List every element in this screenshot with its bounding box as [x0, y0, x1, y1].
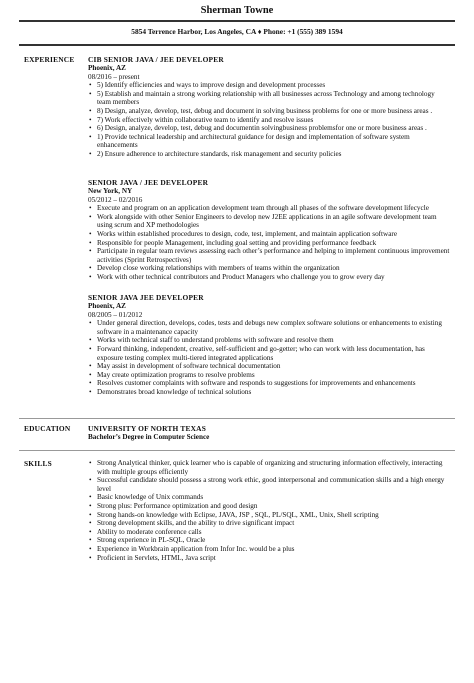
candidate-name: Sherman Towne: [200, 5, 274, 16]
job-title: SENIOR JAVA / JEE DEVELOPER: [88, 178, 209, 187]
job-dates: 08/2005 – 01/2012: [88, 310, 143, 319]
list-item: • May assist in development of software technical documentation: [88, 362, 450, 371]
header-divider: [19, 20, 455, 22]
list-item: • Strong hands-on knowledge with Eclipse, JAVA, JSP , SQL, PL/SQL, XML, Unix, Shell scripting: [88, 511, 450, 520]
job-entry: [88, 293, 450, 397]
job-bullet-list: [88, 204, 450, 281]
experience-heading: EXPERIENCE: [24, 55, 75, 64]
list-item: • Develop close working relationships with members of teams within the organization: [88, 264, 450, 273]
list-item: • 1) Provide technical leadership and architectural guidance for design and implementation of software system enhancements: [88, 133, 450, 150]
skills-entry: [88, 459, 450, 562]
list-item: • 5) Establish and maintain a strong working relationship with all businesses across Technology and among technology team members: [88, 90, 450, 107]
education-heading: EDUCATION: [24, 424, 71, 433]
list-item: • Strong plus: Performance optimization and good design: [88, 502, 450, 511]
list-item: • Successful candidate should possess a strong work ethic, good interpersonal and communication skills and a high energy level: [88, 476, 450, 493]
job-dates: 05/2012 – 02/2016: [88, 195, 143, 204]
list-item: • Proficient in Servlets, HTML, Java script: [88, 554, 450, 563]
list-item: • 6) Design, analyze, develop, test, debug and documentin solvingbusiness problemsfor one or more business areas .: [88, 124, 450, 133]
list-item: • Work with other technical contributors and Product Managers who challenge you to grow every day: [88, 273, 450, 282]
job-location: Phoenix, AZ: [88, 302, 126, 310]
list-item: • Under general direction, develops, codes, tests and debugs new complex software solutions or enhancements to existing software in a maintenance capacity: [88, 319, 450, 336]
list-item: • Strong experience in PL-SQL, Oracle: [88, 536, 450, 545]
degree: Bachelor’s Degree in Computer Science: [88, 433, 210, 441]
contact-divider: [19, 44, 455, 46]
list-item: • 2) Ensure adherence to architecture standards, risk management and security policies: [88, 150, 450, 159]
list-item: • Forward thinking, independent, creative, self-sufficient and go-getter; who can work with less documentation, has exposure testing complex multi-tiered integrated applications: [88, 345, 450, 362]
list-item: • Strong development skills, and the ability to drive significant impact: [88, 519, 450, 528]
list-item: • Work alongside with other Senior Engineers to develop new J2EE applications in an agile software development team using scrum and XP methodologies: [88, 213, 450, 230]
list-item: • Ability to moderate conference calls: [88, 528, 450, 537]
list-item: • Responsible for people Management, including goal setting and providing performance feedback: [88, 239, 450, 248]
list-item: • Resolves customer complaints with software and responds to suggestions for improvements and enhancements: [88, 379, 450, 388]
list-item: • May create optimization programs to resolve problems: [88, 371, 450, 380]
section-divider: [19, 450, 455, 451]
list-item: • Execute and program on an application development team through all phases of the software development lifecycle: [88, 204, 450, 213]
list-item: • Demonstrates broad knowledge of technical solutions: [88, 388, 450, 397]
list-item: • Basic knowledge of Unix commands: [88, 493, 450, 502]
skills-list: [88, 459, 450, 562]
list-item: • 5) Identify efficiencies and ways to improve design and development processes: [88, 81, 450, 90]
education-entry: [88, 424, 450, 442]
job-bullet-list: [88, 319, 450, 396]
list-item: • Strong Analytical thinker, quick learner who is capable of organizing and structuring information effectively, interacting with multiple groups efficiently: [88, 459, 450, 476]
job-entry: [88, 55, 450, 159]
job-title: SENIOR JAVA JEE DEVELOPER: [88, 293, 204, 302]
skills-heading: SKILLS: [24, 459, 52, 468]
list-item: • 8) Design, analyze, develop, test, debug and document in solving business problems for one or more business areas .: [88, 107, 450, 116]
job-entry: [88, 178, 450, 282]
list-item: • Works within established procedures to design, code, test, implement, and maintain application software: [88, 230, 450, 239]
job-location: New York, NY: [88, 187, 133, 195]
job-location: Phoenix, AZ: [88, 64, 126, 72]
job-dates: 08/2016 – present: [88, 72, 140, 81]
list-item: • Participate in regular team reviews assessing each other’s performance and helping to implement continuous improvement activities (Sprint Retrospectives): [88, 247, 450, 264]
contact-line: 5854 Terrence Harbor, Los Angeles, CA ♦ Phone: +1 (555) 389 1594: [131, 27, 343, 36]
section-divider: [19, 418, 455, 419]
list-item: • Works with technical staff to understand problems with software and resolve them: [88, 336, 450, 345]
school-name: UNIVERSITY OF NORTH TEXAS: [88, 424, 207, 433]
list-item: • Experience in Workbrain application from Infor Inc. would be a plus: [88, 545, 450, 554]
list-item: • 7) Work effectively within collaborative team to identify and resolve issues: [88, 116, 450, 125]
job-title: CIB SENIOR JAVA / JEE DEVELOPER: [88, 55, 224, 64]
job-bullet-list: [88, 81, 450, 158]
